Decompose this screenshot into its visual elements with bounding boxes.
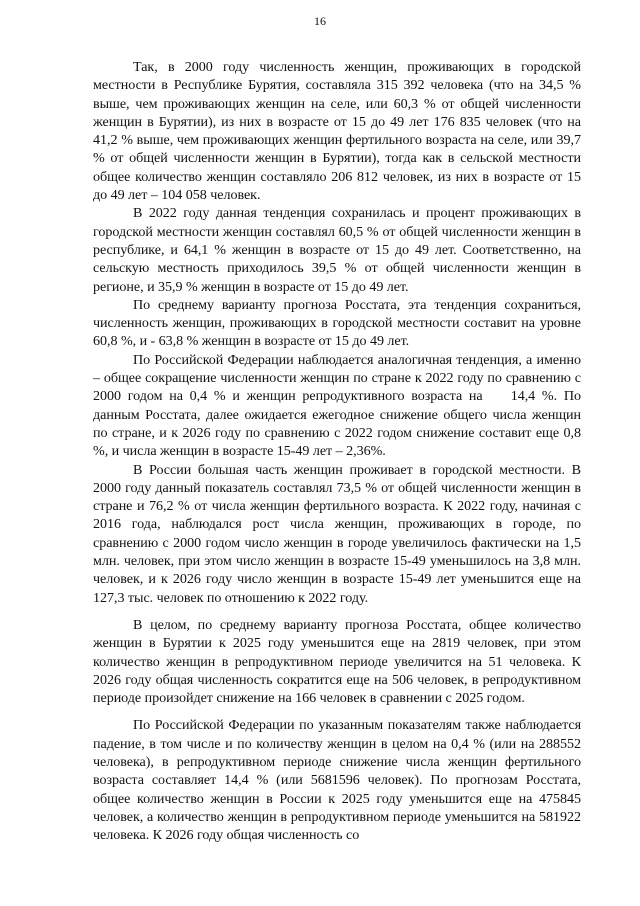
paragraph-russia-decline: По Российской Федерации по указанным показателям также наблюдается падение, в том числе и по количеству женщин в целом на 0,4 % (или на 288552 человека), в репродуктивном периоде снижение числа женщин фертильного возраста составляет 14,4 % (или 5681596 человек). По прогнозам Росстата, общее количество женщин в России к 2025 году уменьшится еще на 475845 человек, а количество женщин в репродуктивном периоде уменьшится на 581922 человека. К 2026 году общая численность со xyxy=(93,717,581,844)
paragraph-rosstat-forecast: По среднему варианту прогноза Росстата, эта тенденция сохраниться, численность женщин, проживающих в городской местности составит на уровне 60,8 %, и - 63,8 % женщин в возрасте от 15 до 49 лет. xyxy=(93,296,581,350)
paragraph-buryatia-forecast: В целом, по среднему варианту прогноза Росстата, общее количество женщин в Бурятии к 2025 году уменьшится еще на 2819 человек, при этом количество женщин в репродуктивном периоде увеличится на 51 человека. К 2026 году общая численность сократится еще на 506 человек, в репродуктивном периоде произойдет снижение на 166 человек в сравнении с 2025 годом. xyxy=(93,616,581,707)
paragraph-trend-2022: В 2022 году данная тенденция сохранилась и процент проживающих в городской местности женщин составлял 60,5 % от общей численности женщин в республике, и 64,1 % женщин в возрасте от 15 до 49 лет. Соответственно, на сельскую местность приходилось 39,5 % от общей численности женщин в регионе, и 35,9 % женщин в возрасте от 15 до 49 лет. xyxy=(93,205,581,295)
document-body xyxy=(93,58,581,844)
paragraph-russia-urban-majority: В России большая часть женщин проживает в городской местности. В 2000 году данный показатель составлял 73,5 % от общей численности женщин в стране и 76,2 % от числа женщин фертильного возраста. К 2022 году, начиная с 2016 года, наблюдался рост числа женщин, проживающих в городе, по сравнению с 2000 годом число женщин в городе увеличилось фактически на 1,5 млн. человек, при этом число женщин в возрасте 15-49 уменьшилось на 3,8 млн. человек, и к 2026 году число женщин в возрасте 15-49 лет уменьшится еще на 127,3 тыс. человек по отношению к 2022 году. xyxy=(93,461,581,606)
paragraph-urban-women-2000: Так, в 2000 году численность женщин, проживающих в городской местности в Республике Бурятия, составляла 315 392 человека (что на 34,5 % выше, чем проживающих женщин на селе, или 60,3 % от общей численности женщин в Бурятии), из них в возрасте от 15 до 49 лет 176 835 человек (что на 41,2 % выше, чем проживающих женщин фертильного возраста на селе, или 39,7 % от общей численности женщин в Бурятии), тогда как в сельской местности общее количество женщин составляло 206 812 человек, из них в возрасте от 15 до 49 лет – 104 058 человек. xyxy=(93,59,581,204)
paragraph-russia-similar-trend: По Российской Федерации наблюдается аналогичная тенденция, а именно – общее сокращение численности женщин по стране к 2022 году по сравнению с 2000 годом на 0,4 % и женщин репродуктивного возраста на 14,4 %. По данным Росстата, далее ожидается ежегодное снижение общего числа женщин по стране, и к 2026 году по сравнению с 2022 годом снижение составит еще 0,8 %, и числа женщин в возрасте 15-49 лет – 2,36%. xyxy=(93,351,581,460)
page-number: 16 xyxy=(314,14,326,28)
